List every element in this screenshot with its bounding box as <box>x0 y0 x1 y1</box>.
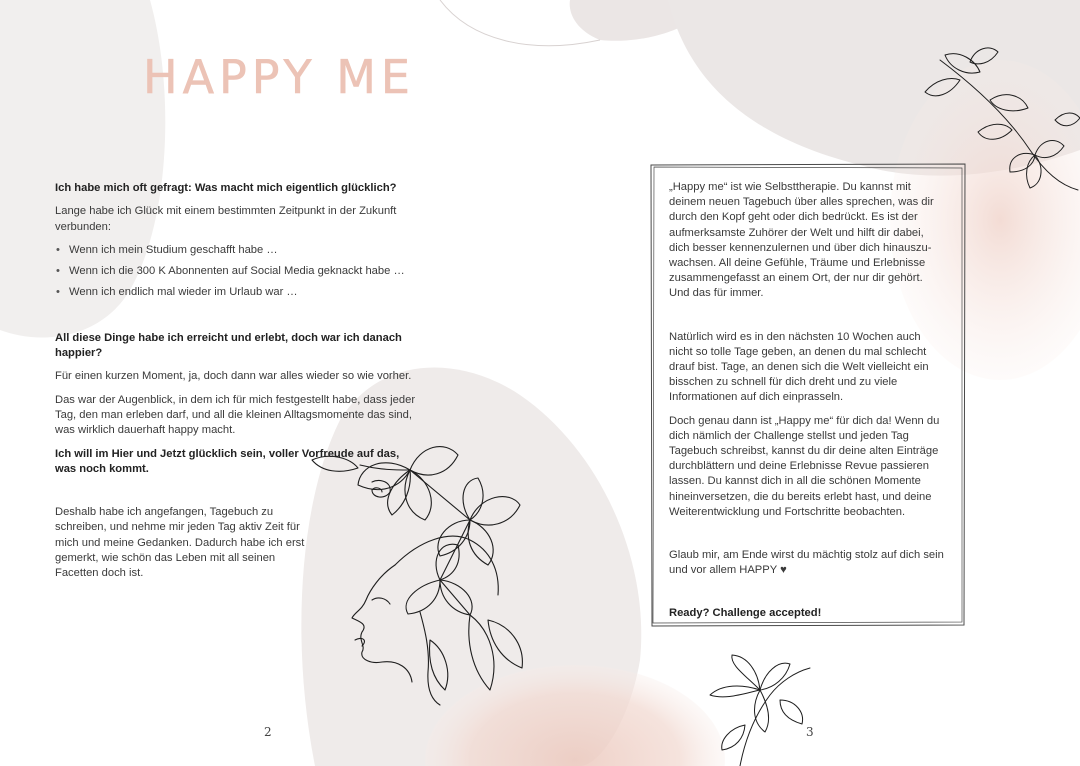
paragraph-tage: Natürlich wird es in den nächsten 10 Wochen auch nicht so tolle Tage geben, an denen du mal schlecht drauf bist. Tage, an denen sich die Welt vielleicht ein bisschen zu schnell für dich dreht und zu viele Informationen auf dich einprasseln. <box>669 330 929 404</box>
flower-petal <box>760 663 790 690</box>
leaf <box>978 124 1012 139</box>
leaf <box>722 725 745 750</box>
paragraph-selbsttherapie: „Happy me“ ist wie Selbsttherapie. Du kannst mit deinem neuen Tagebuch über alles sprechen, was dir durch den Kopf geht oder dich bedrückt. Es ist der aufmerksamste Zuhörer der Welt und hilft dir dabei, dich besser kennenzulernen und über dich hinauszuwachsen. All deine Gefühle, Träume und Erlebnisse zusammengefasst an einem Ort, der nur dir gehört. Und das für immer. <box>669 181 934 300</box>
leaf <box>970 48 998 64</box>
paragraph-zukunft: Lange habe ich Glück mit einem bestimmten Zeitpunkt in der Zukunft verbunden: <box>55 205 397 233</box>
paragraph-moment: Für einen kurzen Moment, ja, doch dann war alles wieder so wie vorher. <box>55 370 412 383</box>
flower-petal <box>1035 140 1064 157</box>
leaf <box>925 79 960 96</box>
branch-stem <box>940 60 1078 190</box>
page-number-left: 2 <box>264 725 272 739</box>
flower-petal <box>755 690 769 732</box>
paragraph-stolz: Glaub mir, am Ende wirst du mächtig stolz auf dich sein und vor allem HAPPY ♥ <box>669 549 944 577</box>
list-item: • Wenn ich die 300 K Abonnenten auf Social Media geknackt habe … <box>55 264 423 279</box>
list-item: • Wenn ich endlich mal wieder im Urlaub war … <box>55 285 423 300</box>
flower-petal <box>1010 154 1035 172</box>
paragraph-challenge: Doch genau dann ist „Happy me“ für dich da! Wenn du dich nämlich der Challenge stellst und jeden Tag Tagebuch schreibst, kannst du dir deine alten Einträge durchblättern und deine Erlebnisse Revue passieren lassen. Du kannst dich in all die schönen Momente hineinversetzen, die du bereits erlebt hast, und deine Weiterentwicklung und Fortschritte beobachten. <box>669 414 940 518</box>
page-number-right: 3 <box>806 725 814 739</box>
list-item: • Wenn ich mein Studium geschafft habe … <box>55 243 423 258</box>
flower-petal <box>732 655 760 690</box>
leaf <box>1055 113 1080 126</box>
paragraph-tagebuch: Deshalb habe ich angefangen, Tagebuch zu schreiben, und nehme mir jeden Tag aktiv Zeit für mich und meine Gedanken. Dadurch habe ich erst gemerkt, wie schön das Leben mit all seinen Facetten doch ist. <box>55 506 305 580</box>
paragraph-augenblick: Das war der Augenblick, in dem ich für mich festgestellt habe, dass jeder Tag, den man erleben darf, und all die kleinen Alltagsmomente das sind, was wirklich dauerhaft happy macht. <box>55 393 416 437</box>
page-title: HAPPY ME <box>143 50 415 104</box>
branch-stem <box>740 668 810 766</box>
statement-hier-jetzt: Ich will im Hier und Jetzt glücklich sein, voller Vorfreude auf das, was noch kommt. <box>55 447 400 475</box>
flower-petal <box>710 686 760 697</box>
leaf <box>780 700 803 724</box>
closing-line: Ready? Challenge accepted! <box>669 607 822 620</box>
question-2: All diese Dinge habe ich erreicht und erlebt, doch war ich danach happier? <box>55 331 402 360</box>
question-1: Ich habe mich oft gefragt: Was macht mich eigentlich glücklich? <box>55 182 397 194</box>
